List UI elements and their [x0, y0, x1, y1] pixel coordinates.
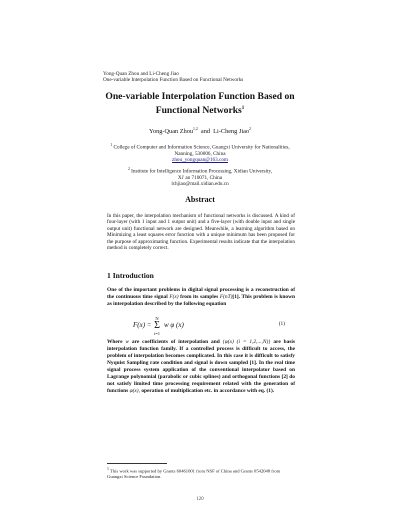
title-footnote-mark: 1 — [241, 105, 245, 111]
eq-sum — [154, 316, 160, 336]
affil-2-line-1: Institute for Intelligence Information Processing, Xidian University, — [131, 168, 273, 175]
affil-1-line-2: Nanning, 530006, China — [174, 150, 226, 157]
eq-lhs: F(x) = — [133, 321, 152, 329]
abstract-text: In this paper, the interpolation mechanism of functional networks is discussed. A kind of four-layer (with 1 input and 1 output unit) and a five-layer (with double input and single output unit) functional network are designed. Meanwhile, a learning algorithm based on Minimizing a least squares error function with a unique minimum has been proposed for the purpose of approximating function. Experimental results indicate that the interpolation method is completely correct. — [107, 213, 295, 252]
p2-text-d: operation of multiplication etc. in accordance with eq. (1). — [141, 388, 275, 394]
p2-text-b: are coefficients of interpolation and — [131, 339, 220, 345]
p1-math-fnt: F(nT) — [219, 294, 233, 300]
abstract-heading: Abstract — [185, 195, 215, 204]
paper-title — [0, 91, 400, 116]
affil-2-email: lchjiao@mail.xidian.edu.cn — [171, 181, 229, 188]
header-title: One-variable Interpolation Function Based on Functional Networks — [103, 77, 244, 84]
author-1: Yong-Quan Zhou — [149, 128, 194, 136]
title-line-2: Functional Networks — [155, 104, 242, 116]
eq-sum-upper: N — [155, 316, 159, 321]
section-heading: 1 Introduction — [107, 271, 154, 280]
eq-number: (1) — [278, 321, 285, 327]
affil-1-email[interactable]: zhou_yongquan@163.com — [172, 157, 228, 164]
author-and: and — [200, 128, 211, 136]
running-header — [103, 71, 243, 84]
author-2-affil: 2 — [249, 127, 251, 131]
p2-math-wi: w — [125, 339, 129, 345]
eq-sum-lower: i=1 — [154, 331, 161, 336]
p1-text-b: from its samples — [180, 294, 219, 300]
p2-math-set: {φ(x) (i = 1,2,...,N)} — [222, 339, 271, 345]
affil-1-line-1: College of Computer and Information Science, Guangxi University for Nationalities, — [113, 144, 290, 151]
p1-text-c: [1]. This problem is known as interpolation described by the following equation — [107, 294, 295, 307]
intro-paragraph-2 — [107, 339, 295, 395]
title-line-1: One-variable Interpolation Function Based on — [105, 91, 295, 102]
p1-text-a: One of the important problems in digital signal processing is a reconstruction of the continuous time signal — [107, 287, 295, 300]
eq-sigma: Σ — [154, 320, 160, 331]
eq-rhs: w φ (x) — [164, 321, 184, 329]
page-number: 120 — [196, 497, 204, 502]
affil-2-mark: 2 — [127, 167, 130, 171]
footnote-mark: 1 — [107, 467, 109, 471]
affiliation-2 — [0, 166, 400, 187]
footnote-rule — [107, 463, 167, 464]
author-line — [0, 127, 400, 135]
header-authors: Yong-Quan Zhou and Li-Cheng Jiao — [103, 71, 179, 77]
author-1-affil: 1,2 — [193, 127, 198, 131]
p1-math-fx: F(x) — [169, 294, 179, 300]
affil-1-mark: 1 — [110, 143, 113, 147]
footnote-text: This work was supported by Grants 60461001 from NSF of China and Grants 0542048 from Guangxi Science Foundation. — [107, 468, 281, 480]
intro-paragraph-1 — [107, 287, 295, 308]
affil-2-line-2: Xi' an 710071, China — [177, 174, 223, 181]
footnote — [107, 467, 295, 480]
p2-text-a: Where — [107, 339, 123, 345]
equation-1 — [107, 316, 295, 336]
p2-text-c: are basis interpolation function family. If a controlled process is difficult to access, the problem of interpolation becomes complicated. In this case it is difficult to satisfy Nyquist Sampling rate condition and signal is down sampled [1]. In the real time signal process system application of the conventional interpolator based on Lagrange polynomial (parabolic or cubic splines) and orthogonal functions [2] do not satisfy limited time processing requirement related with the generation of functions — [107, 339, 295, 394]
affiliation-1 — [0, 142, 400, 163]
author-2: Li-Cheng Jiao — [213, 128, 250, 136]
p2-math-phi: φ(x), — [129, 388, 140, 394]
